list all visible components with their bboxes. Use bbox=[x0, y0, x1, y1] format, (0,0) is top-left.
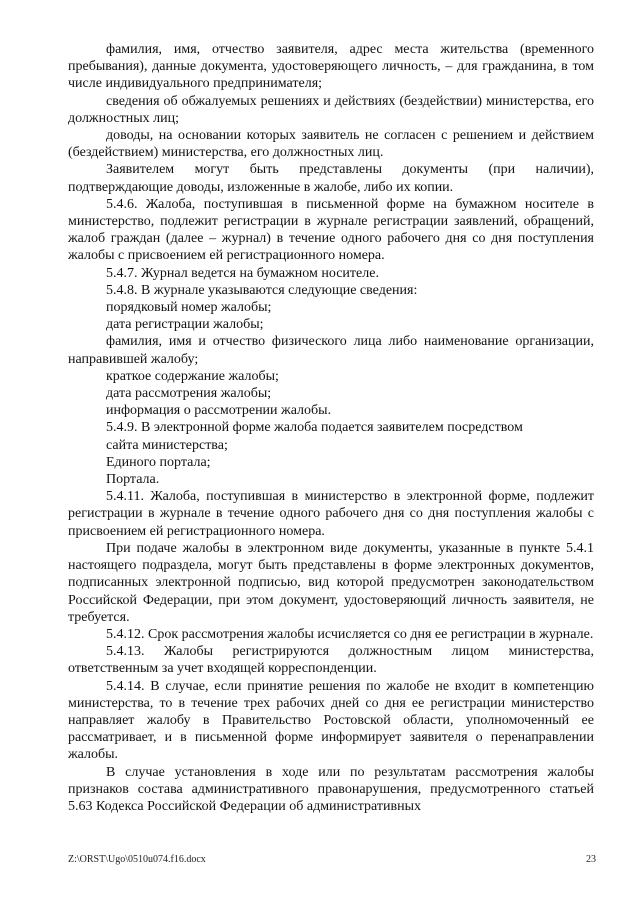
paragraph: 5.4.14. В случае, если принятие решения по жалобе не входит в компетенцию министерства, то в течение трех рабочих дней со дня ее регистрации министерство направляет жалобу в Правительство Ростовской области, уполномоченный ее рассматривает, и в письменной форме информирует заявителя о перенаправлении жалобы. bbox=[68, 678, 594, 763]
paragraph: 5.4.9. В электронной форме жалоба подается заявителем посредством bbox=[106, 420, 523, 436]
list-item: дата рассмотрения жалобы; bbox=[106, 386, 272, 402]
paragraph: доводы, на основании которых заявитель не согласен с решением и действием (бездействием) министерства, его должностных лиц. bbox=[68, 128, 594, 161]
list-item: Портала. bbox=[106, 472, 160, 488]
page-footer bbox=[68, 854, 596, 865]
list-item: сайта министерства; bbox=[106, 437, 228, 453]
paragraph: 5.4.6. Жалоба, поступившая в письменной форме на бумажном носителе в министерство, подлежит регистрации в журнале регистрации заявлений, обращений, жалоб граждан (далее – журнал) в течение одного рабочего дня со дня поступления жалобы с присвоением ей регистрационного номера. bbox=[68, 196, 594, 264]
paragraph: 5.4.12. Срок рассмотрения жалобы исчисляется со дня ее регистрации в журнале. bbox=[106, 626, 594, 642]
list-item: дата регистрации жалобы; bbox=[106, 317, 264, 333]
list-item: информация о рассмотрении жалобы. bbox=[106, 403, 332, 419]
list-item: краткое содержание жалобы; bbox=[106, 368, 279, 384]
list-item: Единого портала; bbox=[106, 454, 211, 470]
paragraph: 5.4.7. Журнал ведется на бумажном носителе. bbox=[106, 265, 379, 281]
list-item: фамилия, имя и отчество физического лица либо наименование организации, направившей жалобу; bbox=[68, 334, 594, 367]
paragraph: 5.4.13. Жалобы регистрируются должностным лицом министерства, ответственным за учет входящей корреспонденции. bbox=[68, 644, 594, 677]
paragraph: Заявителем могут быть представлены документы (при наличии), подтверждающие доводы, изложенные в жалобе, либо их копии. bbox=[68, 162, 594, 195]
paragraph: фамилия, имя, отчество заявителя, адрес места жительства (временного пребывания), данные документа, удостоверяющего личность, – для гражданина, в том числе индивидуального предпринимателя; bbox=[68, 42, 594, 92]
file-path: Z:\ORST\Ugo\0510u074.f16.docx bbox=[68, 854, 206, 865]
paragraph: В случае установления в ходе или по результатам рассмотрения жалобы признаков состава административного правонарушения, предусмотренного статьей 5.63 Кодекса Российской Федерации об административных bbox=[68, 764, 594, 814]
paragraph: 5.4.8. В журнале указываются следующие сведения: bbox=[106, 282, 418, 298]
paragraph: При подаче жалобы в электронном виде документы, указанные в пункте 5.4.1 настоящего подраздела, могут быть представлены в форме электронных документов, подписанных электронной подписью, вид которой предусмотрен законодательством Российской Федерации, при этом документ, удостоверяющий личность заявителя, не требуется. bbox=[68, 540, 594, 625]
paragraph: сведения об обжалуемых решениях и действиях (бездействии) министерства, его должностных лиц; bbox=[68, 93, 594, 126]
list-item: порядковый номер жалобы; bbox=[106, 300, 272, 316]
paragraph: 5.4.11. Жалоба, поступившая в министерство в электронной форме, подлежит регистрации в журнале в течение одного рабочего дня со дня поступления жалобы с присвоением ей регистрационного номера. bbox=[68, 489, 594, 539]
document-body bbox=[68, 41, 594, 815]
page-number: 23 bbox=[586, 854, 596, 865]
